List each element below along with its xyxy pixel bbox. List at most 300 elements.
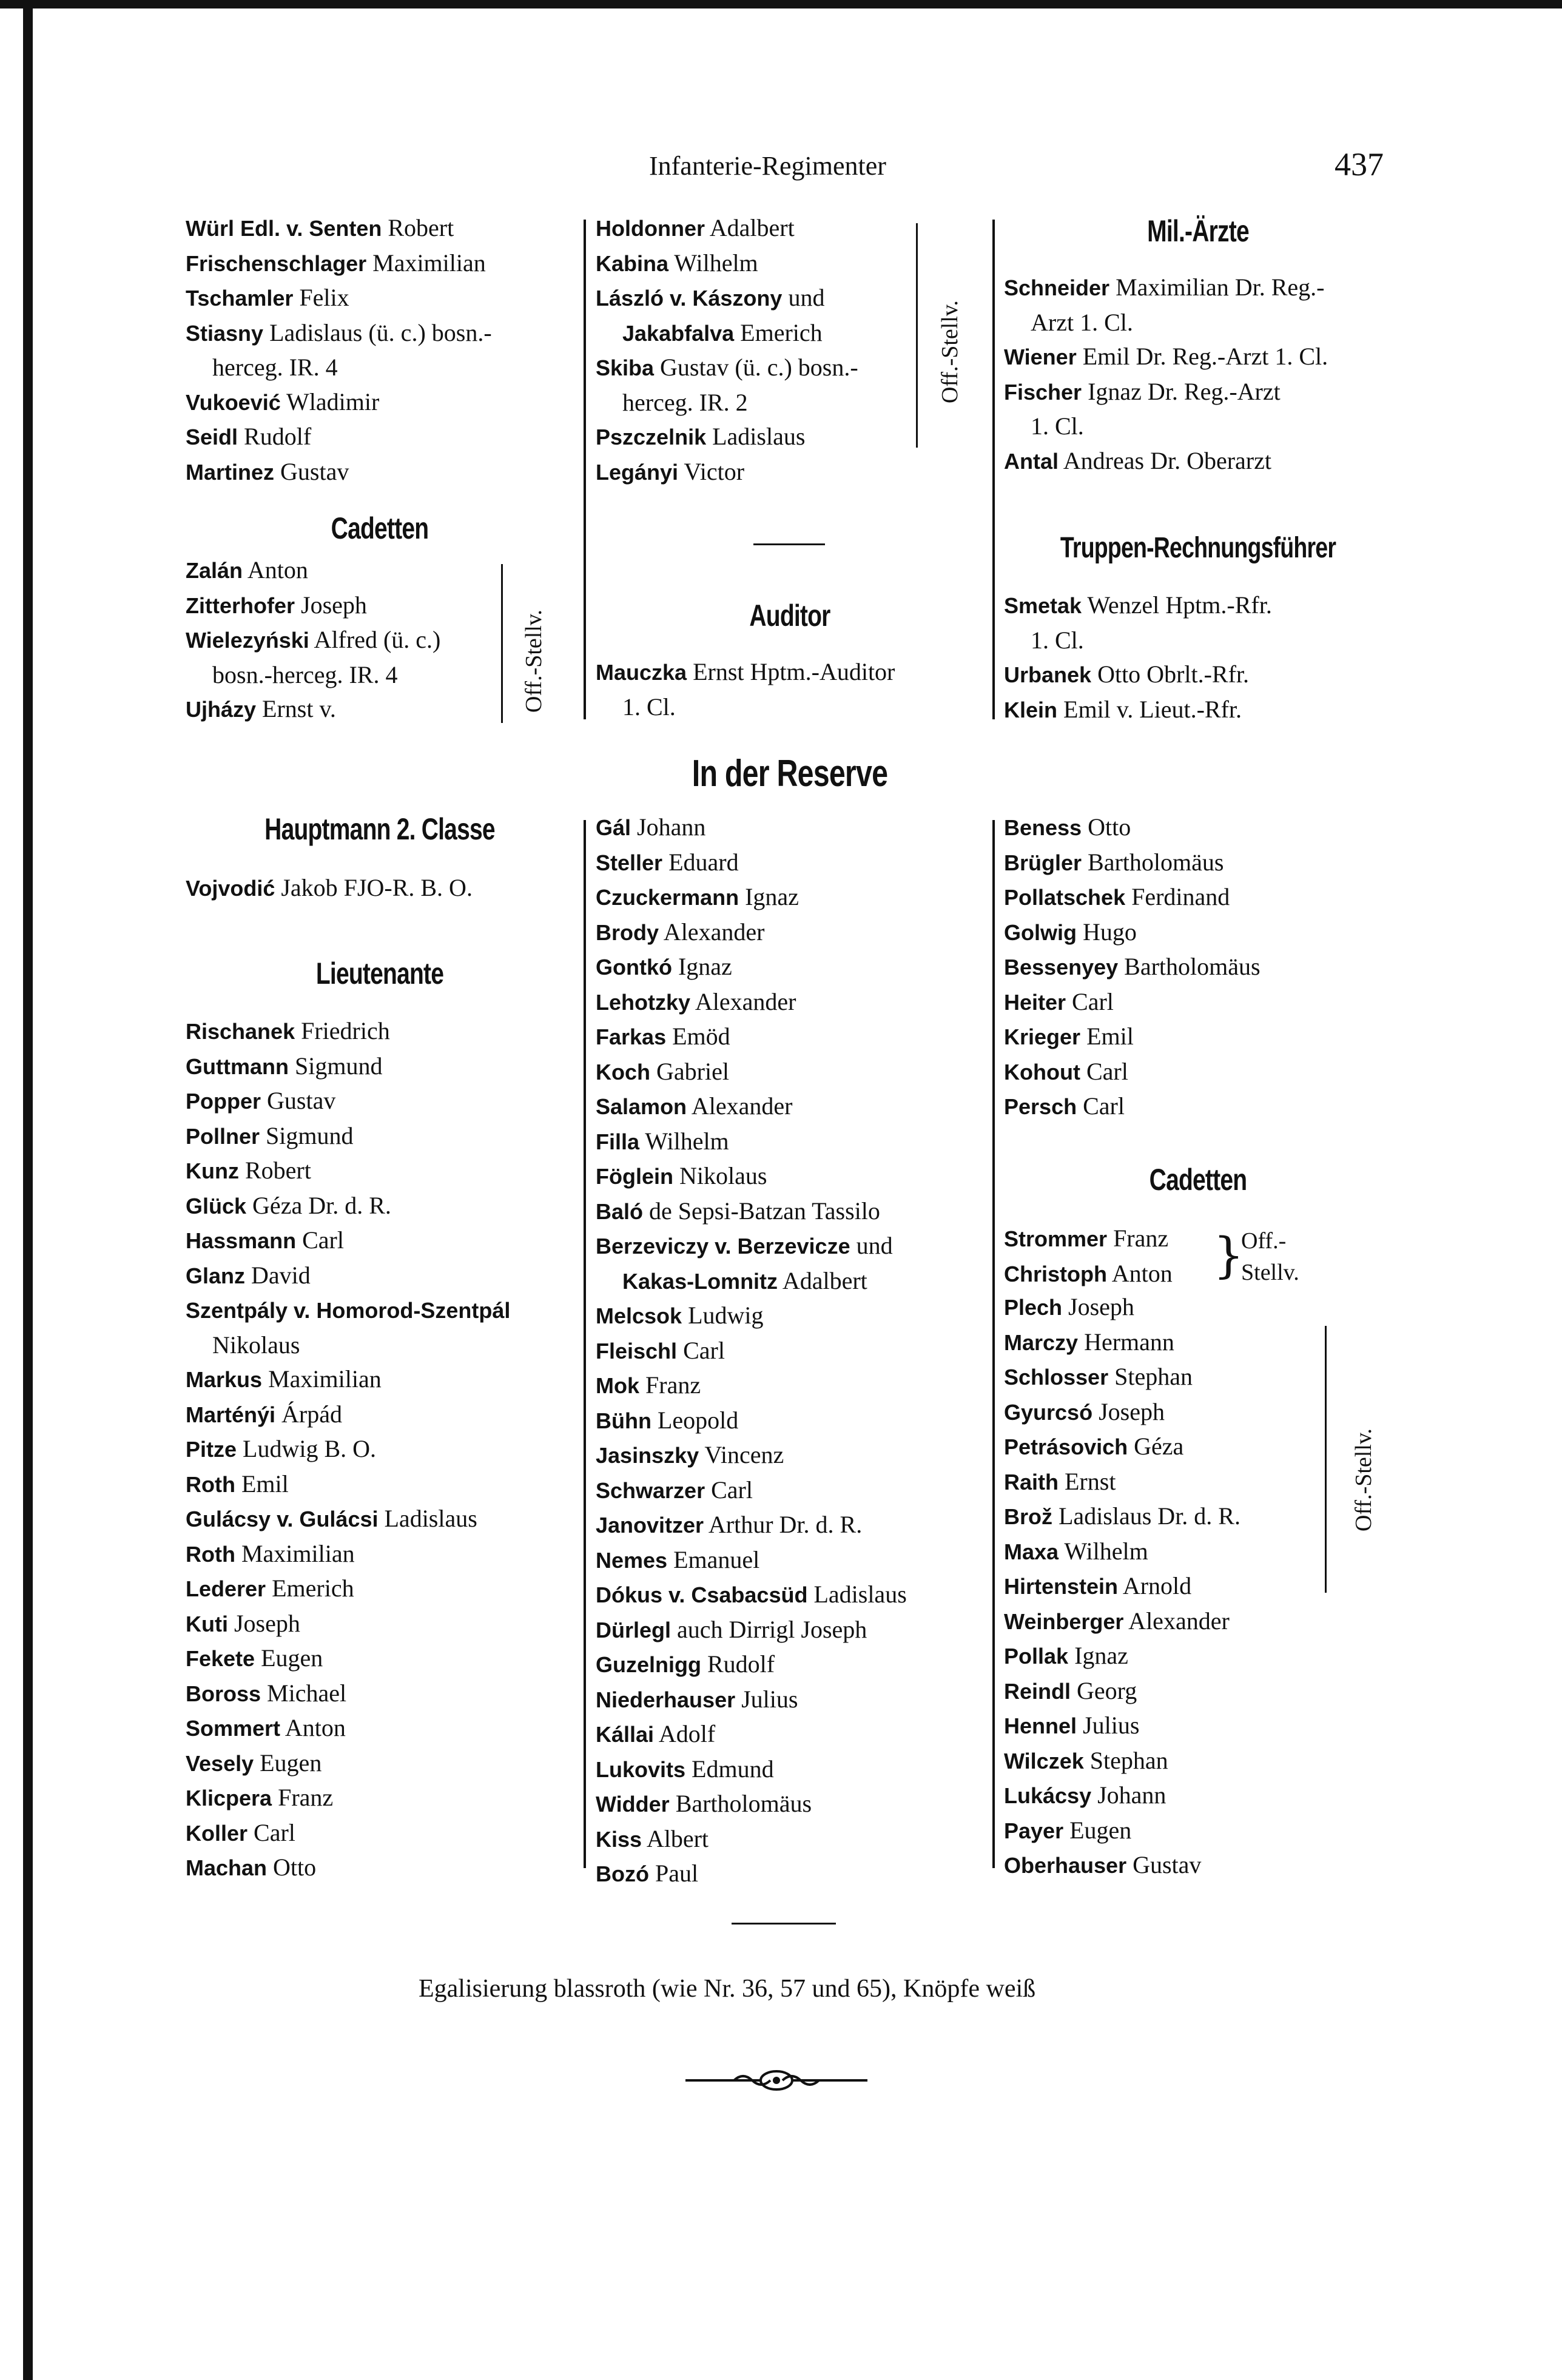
entry-name: Oberhauser [1004,1853,1127,1878]
entry-detail: Carl [705,1476,753,1504]
entry-detail: Wilhelm [1059,1537,1148,1565]
list-item [186,455,574,490]
list-item [596,1543,984,1578]
col3-cadetten-b-stellv: Off.-Stellv. [1351,1428,1376,1531]
entry-name: Vojvodić [186,876,275,901]
entry-name: László v. Kászony [596,286,783,311]
entry-detail: Ernst [1059,1467,1116,1495]
entry-detail: Rudolf [701,1650,775,1678]
entry-detail: Joseph [227,1609,300,1637]
entry-detail: Eugen [254,1749,322,1777]
list-item [186,1049,574,1084]
list-item [186,871,574,906]
entry-name: Stiasny [186,320,264,346]
entry-name: Niederhauser [596,1687,736,1712]
list-item [596,1473,984,1508]
entry-detail: Ludwig B. O. [237,1435,377,1462]
entry-name: Klein [1004,697,1058,722]
list-item [186,1816,574,1851]
list-item [596,880,984,915]
entry-name: Klicpera [186,1786,272,1810]
entry-detail: Ernst v. [256,695,336,722]
list-item [1004,693,1392,728]
col3-reserve-list [1004,810,1392,1124]
list-item [596,1438,984,1473]
page-number: 437 [1335,146,1384,183]
list-item [186,1397,574,1433]
entry-name: Heiter [1004,989,1066,1015]
list-item [596,1020,984,1055]
list-item [596,1613,984,1648]
entry-detail: Alexander [659,918,765,946]
entry-name: Gulácsy v. Gulácsi [186,1507,379,1531]
entry-name: Jasinszky [596,1443,699,1468]
entry-name: Brügler [1004,850,1082,875]
list-item [186,1746,574,1781]
entry-name: Weinberger [1004,1609,1124,1634]
list-item [186,1711,574,1746]
entry-detail: Emil [235,1470,289,1498]
col3-cadetten-a-stellv: Off.- Stellv. [1241,1228,1299,1285]
entry-detail: David [245,1261,311,1289]
entry-detail: Rudolf [238,423,312,450]
entry-detail: Emerich [734,318,823,346]
entry-name: Popper [186,1089,261,1114]
entry-name: Guzelnigg [596,1652,701,1677]
list-item [1004,1290,1392,1325]
list-item [596,1787,984,1822]
entry-detail: Victor [678,457,745,485]
entry-detail: Nikolaus [673,1162,767,1189]
list-item [596,845,984,881]
entry-detail: Emil Dr. Reg.-Arzt 1. Cl. [1076,343,1328,370]
entry-detail: Alfred (ü. c.) [309,626,441,653]
entry-detail: Maximilian [366,249,486,277]
list-item [1004,1709,1392,1744]
entry-name: Holdonner [596,216,705,241]
list-item [186,281,574,316]
entry-name: Martinez [186,459,275,485]
list-item [596,655,984,690]
entry-detail: Eugen [255,1644,323,1672]
col3-aerzte-heading: Mil.-Ärzte [1147,214,1249,248]
entry-detail: Ladislaus [807,1581,907,1608]
entry-detail: Eduard [662,848,739,876]
entry-name: Zitterhofer [186,593,295,618]
footer-rule [732,1923,836,1925]
list-item [186,1154,574,1189]
list-item [1004,1639,1392,1674]
entry-detail: Carl [1080,1057,1128,1085]
entry-detail: Ignaz [672,953,732,980]
entry-detail: Sigmund [288,1052,383,1080]
list-item [596,1822,984,1857]
list-item [186,1641,574,1676]
list-item [596,1752,984,1787]
list-item [186,553,574,588]
list-item [186,1572,574,1607]
col2-top-list [596,211,984,489]
col3-rechnung-list [1004,588,1392,727]
entry-name: Hassmann [186,1228,297,1253]
col1-lieutenante-list [186,1014,574,1886]
list-item [1004,845,1392,881]
list-item [596,1124,984,1160]
col1-hauptmann-list [186,871,574,906]
list-item [186,385,574,420]
entry-detail: bosn.-herceg. IR. 4 [212,661,398,688]
entry-detail: Gabriel [650,1057,729,1085]
entry-name: Markus [186,1367,263,1392]
entry-detail: Alexander [1123,1607,1230,1635]
entry-name: Golwig [1004,919,1077,945]
entry-detail: Friedrich [295,1017,390,1044]
entry-name: Schneider [1004,275,1110,300]
entry-name: Glück [186,1193,247,1219]
entry-name: Pszczelnik [596,425,707,449]
entry-detail: Hermann [1078,1328,1174,1356]
list-item [596,1194,984,1229]
entry-detail: Michael [261,1679,347,1707]
running-header: Infanterie-Regimenter [649,151,886,181]
entry-detail: Carl [677,1336,725,1364]
entry-detail: Maximilian [262,1365,382,1393]
list-item [1004,1499,1392,1535]
entry-detail: Arnold [1118,1572,1192,1599]
entry-detail: Hugo [1077,918,1137,946]
entry-name: Rischanek [186,1019,295,1044]
list-item [596,455,984,490]
list-item [186,623,574,658]
entry-name: Seidl [186,425,238,449]
entry-detail: Stephan [1083,1746,1168,1774]
entry-detail: herceg. IR. 4 [212,354,338,381]
col2-top-bracket [916,223,918,448]
list-item [186,1607,574,1642]
entry-name: Kakas-Lomnitz [622,1268,778,1294]
entry-detail: Jakob FJO-R. B. O. [275,874,473,901]
entry-name: Strommer [1004,1226,1108,1251]
entry-detail: Arthur Dr. d. R. [704,1511,863,1538]
entry-detail: Ladislaus [378,1505,477,1532]
list-item [596,1682,984,1718]
list-item [596,281,984,316]
list-item [1004,375,1392,410]
entry-name: Hennel [1004,1713,1077,1738]
list-item [186,658,574,693]
list-item [596,950,984,985]
list-item [186,1537,574,1572]
entry-name: Beness [1004,815,1082,840]
list-item [186,246,574,281]
list-item [1004,950,1392,985]
entry-detail: Carl [247,1818,295,1846]
col3-cadetten-b-list [1004,1290,1392,1883]
entry-name: Widder [596,1792,670,1817]
entry-name: Gyurcsó [1004,1399,1093,1425]
list-item [186,1014,574,1049]
list-item [186,1676,574,1712]
list-item [186,351,574,385]
list-item [1004,1604,1392,1639]
list-item [596,915,984,950]
list-item [1004,624,1392,658]
list-item [1004,340,1392,375]
footer-note: Egalisierung blassroth (wie Nr. 36, 57 und 65), Knöpfe weiß [419,1975,1036,2003]
col3-rechnung-heading: Truppen-Rechnungsführer [1060,532,1336,564]
entry-name: Kabina [596,250,669,276]
list-item [186,1189,574,1224]
entry-name: Wilczek [1004,1748,1084,1773]
list-item [596,1508,984,1543]
list-item [596,1403,984,1439]
page-top-border [0,0,1562,8]
entry-name: Persch [1004,1094,1077,1119]
entry-name: Ujházy [186,697,257,722]
entry-name: Reindl [1004,1678,1071,1704]
entry-detail: Carl [296,1226,344,1254]
entry-name: Kállai [596,1722,655,1747]
entry-name: Raith [1004,1469,1059,1494]
entry-name: Czuckermann [596,885,739,910]
list-item [596,316,984,351]
list-item [1004,1848,1392,1883]
list-item [596,1857,984,1892]
entry-name: Fekete [186,1646,255,1671]
entry-name: Roth [186,1471,235,1497]
entry-detail: Ladislaus (ü. c.) bosn.- [263,318,492,346]
list-item [186,1432,574,1467]
entry-detail: Gustav (ü. c.) bosn.- [654,354,858,381]
entry-detail: 1. Cl. [1031,626,1084,654]
entry-detail: Emerich [266,1575,354,1602]
list-item [186,211,574,246]
entry-detail: Wenzel Hptm.-Rfr. [1082,591,1272,619]
entry-name: Koch [596,1059,650,1084]
entry-name: Szentpály v. Homorod-Szentpál [186,1298,511,1323]
entry-detail: de Sepsi-Batzan Tassilo [643,1197,880,1225]
entry-name: Bozó [596,1861,649,1886]
entry-name: Schwarzer [596,1477,705,1503]
entry-name: Brody [596,919,659,945]
column-divider-2-bottom [992,820,995,1868]
entry-name: Petrásovich [1004,1434,1128,1459]
list-item [1004,1569,1392,1604]
entry-detail: Adalbert [704,214,795,241]
col1-hauptmann-heading: Hauptmann 2. Classe [264,812,495,846]
col3-cadetten-heading: Cadetten [1149,1163,1247,1197]
list-item [596,1368,984,1403]
entry-detail: Ignaz [1068,1642,1128,1669]
entry-name: Christoph [1004,1261,1107,1286]
col1-cadetten-stellv: Off.-Stellv. [521,610,547,713]
list-item [1004,1395,1392,1430]
entry-detail: Georg [1071,1676,1137,1704]
entry-detail: und [850,1232,893,1259]
col3-aerzte-list [1004,271,1392,479]
entry-detail: Wladimir [280,388,380,415]
list-item [596,1334,984,1369]
list-item [1004,915,1392,950]
entry-detail: Eugen [1063,1816,1132,1844]
entry-detail: Franz [1107,1225,1169,1252]
entry-detail: Sigmund [260,1121,354,1149]
entry-name: Brož [1004,1504,1052,1529]
entry-detail: Ernst Hptm.-Auditor [687,658,895,685]
entry-detail: Johann [1091,1781,1166,1809]
entry-detail: Ladislaus Dr. d. R. [1052,1502,1241,1530]
entry-detail: Vincenz [699,1441,784,1468]
list-item [186,1293,574,1328]
entry-detail: Wilhelm [639,1127,729,1155]
entry-detail: Ladislaus [706,423,806,450]
list-item [186,1781,574,1816]
entry-detail: Emöd [666,1023,730,1050]
entry-name: Zalán [186,558,243,583]
entry-name: Antal [1004,448,1059,474]
entry-detail: Joseph [1062,1293,1134,1320]
entry-name: Frischenschlager [186,250,367,276]
list-item [1004,810,1392,845]
entry-detail: auch Dirrigl Joseph [671,1615,867,1643]
list-item [1004,1430,1392,1465]
entry-detail: Joseph [1092,1397,1165,1425]
entry-detail: Julius [735,1685,798,1713]
entry-detail: Adolf [654,1720,716,1747]
list-item [596,211,984,246]
entry-name: Vukoević [186,389,281,415]
list-item [1004,1465,1392,1500]
reserve-heading: In der Reserve [692,753,888,795]
entry-detail: Robert [382,214,454,241]
list-item [186,316,574,351]
entry-name: Wielezyński [186,628,309,653]
entry-detail: Julius [1077,1712,1140,1739]
entry-detail: Ignaz Dr. Reg.-Arzt [1082,377,1281,405]
entry-detail: Felix [293,284,349,311]
column-divider-1-top [584,220,586,719]
entry-name: Wiener [1004,345,1077,369]
list-item [1004,409,1392,444]
list-item [596,1264,984,1299]
list-item [596,420,984,455]
list-item [1004,1089,1392,1124]
entry-detail: Géza Dr. d. R. [246,1191,391,1219]
entry-detail: Gustav [1126,1851,1202,1878]
entry-name: Payer [1004,1818,1064,1843]
list-item [1004,1535,1392,1570]
entry-detail: Otto [1082,813,1131,841]
entry-detail: 1. Cl. [622,693,676,721]
entry-name: Gál [596,815,631,840]
list-item [596,690,984,725]
entry-name: Dürlegl [596,1617,672,1642]
entry-name: Krieger [1004,1024,1081,1049]
entry-detail: Arzt 1. Cl. [1031,308,1133,336]
list-item [596,1055,984,1090]
list-item [1004,985,1392,1020]
list-item [1004,271,1392,306]
entry-detail: Anton [243,556,308,583]
entry-name: Salamon [596,1094,687,1119]
entry-name: Sommert [186,1716,281,1741]
list-item [186,1362,574,1397]
entry-detail: Anton [1106,1259,1173,1287]
entry-name: Mok [596,1373,639,1398]
col1-cadetten-heading: Cadetten [331,511,429,545]
entry-detail: Otto Obrlt.-Rfr. [1091,661,1250,688]
entry-name: Schlosser [1004,1365,1109,1390]
entry-detail: Emil v. Lieut.-Rfr. [1057,695,1242,723]
entry-name: Urbanek [1004,662,1092,687]
entry-name: Pollatschek [1004,885,1126,910]
entry-name: Baló [596,1198,644,1224]
entry-detail: Carl [1066,987,1114,1015]
entry-name: Pollner [186,1123,260,1149]
list-item [1004,880,1392,915]
list-item [186,1223,574,1259]
list-item [1004,657,1392,693]
entry-detail: Edmund [685,1755,774,1783]
entry-name: Fleischl [596,1338,678,1363]
list-item [596,386,984,420]
entry-name: Lederer [186,1576,266,1601]
entry-detail: Paul [648,1860,699,1887]
list-item [596,1159,984,1194]
entry-detail: herceg. IR. 2 [622,388,748,416]
list-item [186,1259,574,1294]
list-item [1004,306,1392,340]
entry-detail: Ferdinand [1125,883,1230,910]
list-item [186,1328,574,1363]
column-divider-1-bottom [584,820,586,1868]
entry-detail: Wilhelm [668,249,758,277]
entry-name: Machan [186,1855,268,1880]
entry-name: Vesely [186,1750,254,1776]
entry-name: Bessenyey [1004,955,1119,980]
entry-name: Boross [186,1681,261,1706]
entry-name: Plech [1004,1295,1063,1320]
entry-name: Legányi [596,459,679,485]
entry-name: Hirtenstein [1004,1574,1119,1599]
list-item [1004,1674,1392,1709]
entry-name: Lehotzky [596,989,691,1015]
list-item [186,588,574,624]
list-item [1004,1744,1392,1779]
ornament-flourish [685,2068,867,2093]
entry-name: Marczy [1004,1330,1079,1355]
col2-top-stellv: Off.-Stellv. [937,300,963,403]
list-item [186,420,574,455]
entry-name: Smetak [1004,593,1082,618]
entry-detail: Andreas Dr. Oberarzt [1059,446,1271,474]
entry-name: Kuti [186,1611,228,1636]
entry-name: Kohout [1004,1059,1080,1084]
list-item [1004,1360,1392,1395]
entry-detail: Bartholomäus [1082,848,1224,876]
list-item [596,1089,984,1124]
entry-detail: Adalbert [778,1266,867,1294]
entry-detail: Robert [238,1157,311,1184]
entry-detail: Emanuel [667,1545,760,1573]
entry-name: Farkas [596,1024,667,1049]
entry-detail: Géza [1128,1433,1184,1460]
entry-name: Tschamler [186,286,294,311]
entry-name: Marténýi [186,1402,276,1427]
entry-detail: 1. Cl. [1031,412,1084,440]
entry-name: Nemes [596,1547,668,1573]
entry-name: Gontkó [596,955,672,980]
